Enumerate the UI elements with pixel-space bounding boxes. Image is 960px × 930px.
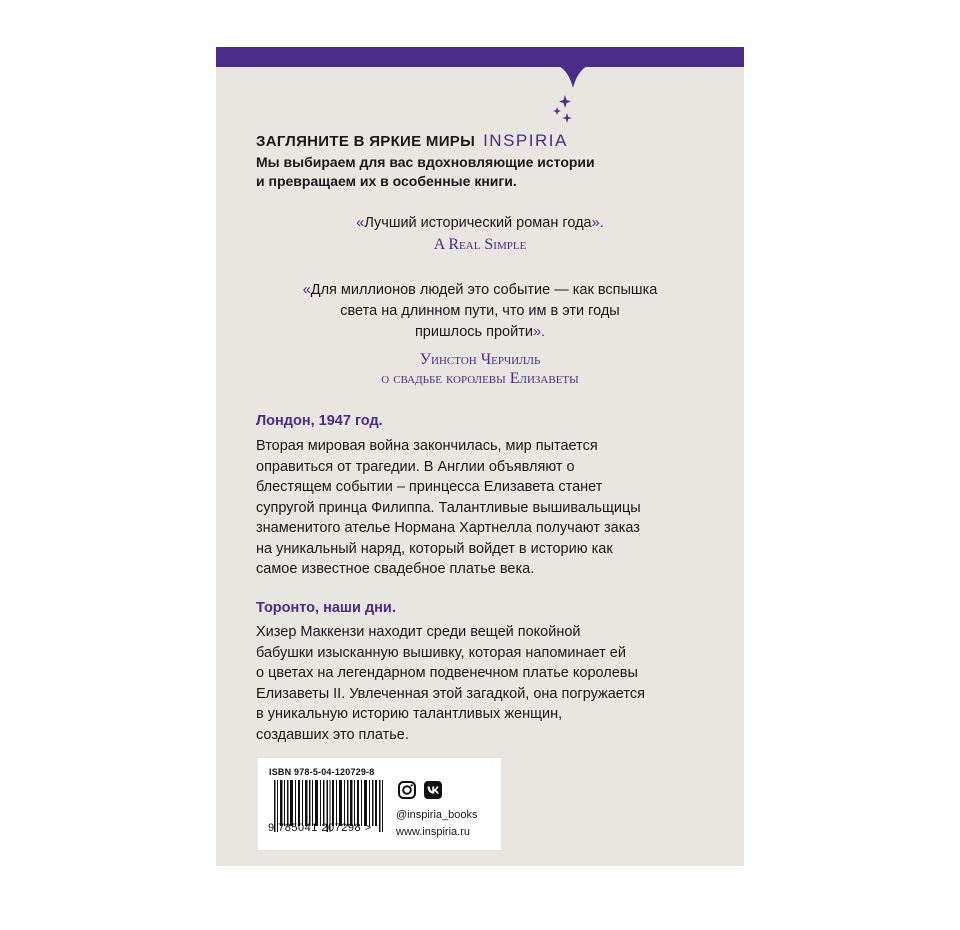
review-quote-1 [246, 213, 714, 234]
quote-open-mark: « [302, 282, 311, 298]
quote-text: Для миллионов людей это событие — как вспышка света на длинном пути, что им в эти годы пришлось пройти [310, 282, 658, 340]
review-quote-2 [246, 280, 714, 343]
book-back-cover [216, 47, 744, 866]
quote-open-mark: « [356, 215, 365, 231]
social-handle[interactable]: @inspiria_books [396, 809, 478, 821]
quote-close-mark: ». [532, 324, 546, 340]
section-body-london: Вторая мировая война закончилась, мир пытается оправиться от трагедии. В Англии объявляют о блестящем событии – принцесса Елизавета станет супругой принца Филиппа. Талантливые вышивальщицы знаменитого ателье Нормана Хартнелла получают заказ на уникальный наряд, который войдет в историю как самое известное свадебное платье века. [256, 438, 641, 577]
barcode-digits: 9 785041 207298 > [268, 822, 372, 834]
top-color-band [216, 47, 744, 67]
isbn-label: ISBN 978-5-04-120729-8 [269, 767, 375, 777]
series-subtitle: Мы выбираем для вас вдохновляющие истории и превращаем их в особенные книги. [256, 154, 595, 189]
series-tagline: ЗАГЛЯНИТЕ В ЯРКИЕ МИРЫ [256, 133, 476, 150]
quote-text: Лучший исторический роман года [364, 215, 592, 231]
band-notch-decoration [559, 66, 587, 88]
instagram-icon[interactable] [398, 781, 416, 799]
section-heading-toronto: Торонто, наши дни. [256, 600, 396, 616]
section-heading-london: Лондон, 1947 год. [256, 413, 383, 429]
section-body-toronto: Хизер Маккензи находит среди вещей покойной бабушки изысканную вышивку, которая напоминает ей о цветах на легендарном подвенечном платье королевы Елизаветы II. Увлеченная этой загадкой, она погружается в уникальную историю талантливых женщин, создавших это платье. [256, 624, 645, 743]
quote-close-mark: ». [591, 215, 604, 231]
tagline-row [256, 131, 568, 151]
vk-icon[interactable] [424, 781, 442, 799]
publisher-website-link[interactable]: www.inspiria.ru [396, 826, 470, 838]
sparkles-icon [552, 95, 574, 125]
quote-2-attribution: Уинстон Черчилль о свадьбе королевы Елизаветы [381, 351, 579, 387]
quote-1-attribution: A Real Simple [433, 236, 527, 253]
publisher-logo: INSPIRIA [483, 131, 568, 150]
barcode-panel [258, 758, 501, 850]
